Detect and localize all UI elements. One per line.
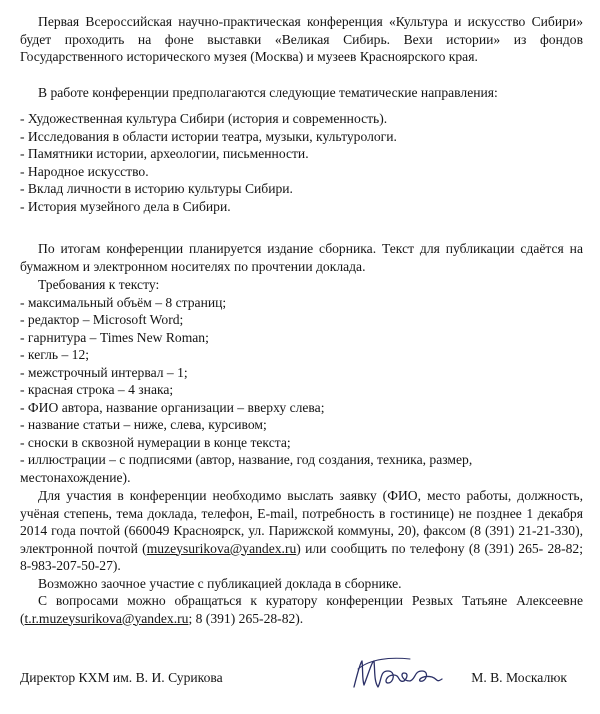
requirements-title: Требования к тексту: bbox=[38, 277, 160, 292]
curator-text-b: ; 8 (391) 265-28-82). bbox=[188, 610, 304, 626]
list-item: - кегль – 12; bbox=[20, 347, 90, 362]
list-item: - гарнитура – Times New Roman; bbox=[20, 329, 209, 345]
remote-participation-note: Возможно заочное участие с публикацией доклада в сборнике. bbox=[38, 576, 402, 591]
list-item: - Памятники истории, археологии, письменности. bbox=[20, 146, 309, 161]
list-item: - название статьи – ниже, слева, курсивом; bbox=[20, 417, 267, 432]
list-item: - иллюстрации – с подписями (автор, название, год создания, техника, размер, bbox=[20, 452, 473, 467]
participation-paragraph bbox=[20, 487, 583, 575]
signature-footer bbox=[20, 669, 583, 693]
curator-paragraph bbox=[20, 592, 583, 627]
list-item: - Художественная культура Сибири (история и современность). bbox=[20, 111, 388, 126]
list-item: - максимальный объём – 8 страниц; bbox=[20, 294, 227, 310]
list-item: - Вклад личности в историю культуры Сибири. bbox=[20, 181, 293, 196]
topics-intro: В работе конференции предполагаются следующие тематические направления: bbox=[38, 85, 498, 100]
curator-text-a: С вопросами можно обращаться к куратору конференции Резвых Татьяне Алексеевне ( bbox=[20, 593, 583, 626]
list-item: - редактор – Microsoft Word; bbox=[20, 312, 184, 327]
list-item: - ФИО автора, название организации – вверху слева; bbox=[20, 399, 325, 415]
signer-name: М. В. Москалюк bbox=[471, 670, 567, 685]
topics-list bbox=[20, 110, 583, 215]
list-item: - История музейного дела в Сибири. bbox=[20, 198, 231, 214]
email-link[interactable]: muzeysurikova@yandex.ru bbox=[146, 540, 297, 556]
list-item: - Народное искусство. bbox=[20, 163, 149, 179]
requirements-list bbox=[20, 276, 583, 486]
list-item: - межстрочный интервал – 1; bbox=[20, 364, 188, 380]
list-item: - красная строка – 4 знака; bbox=[20, 382, 174, 397]
intro-text: Первая Всероссийская научно-практическая конференция «Культура и искусство Сибири» будет проходить на фоне выставки «Великая Сибирь. Вехи истории» из фондов Государственного исторического музея (Москва) и музеев Красноярского края. bbox=[20, 14, 583, 64]
list-item: - сноски в сквозной нумерации в конце текста; bbox=[20, 434, 291, 450]
list-item: местонахождение). bbox=[20, 469, 131, 485]
handwritten-signature bbox=[350, 649, 450, 699]
curator-email-link[interactable]: t.r.muzeysurikova@yandex.ru bbox=[24, 610, 189, 626]
publication-paragraph: По итогам конференции планируется издание сборника. Текст для публикации сдаётся на бумажном и электронном носителях по прочтении доклада. bbox=[20, 241, 583, 274]
list-item: - Исследования в области истории театра, музыки, культурологи. bbox=[20, 128, 397, 144]
intro-paragraph bbox=[20, 13, 583, 66]
participation-text-a: Для участия в конференции необходимо выслать заявку (ФИО, место работы, должность, учёная степень, тема доклада, телефон, E-mail, потребность в гостинице) не позднее 1 декабря 2014 года почтой (660049 Красноярск, ул. Парижской коммуны, 20), факсом (8 (391) 21-21-330), электронной почтой ( bbox=[20, 488, 583, 556]
director-title: Директор КХМ им. В. И. Сурикова bbox=[20, 670, 223, 685]
participation-text-b: ) или сообщить по телефону (8 (391) 265- 28-82; 8-983-207-50-27). bbox=[20, 540, 583, 573]
